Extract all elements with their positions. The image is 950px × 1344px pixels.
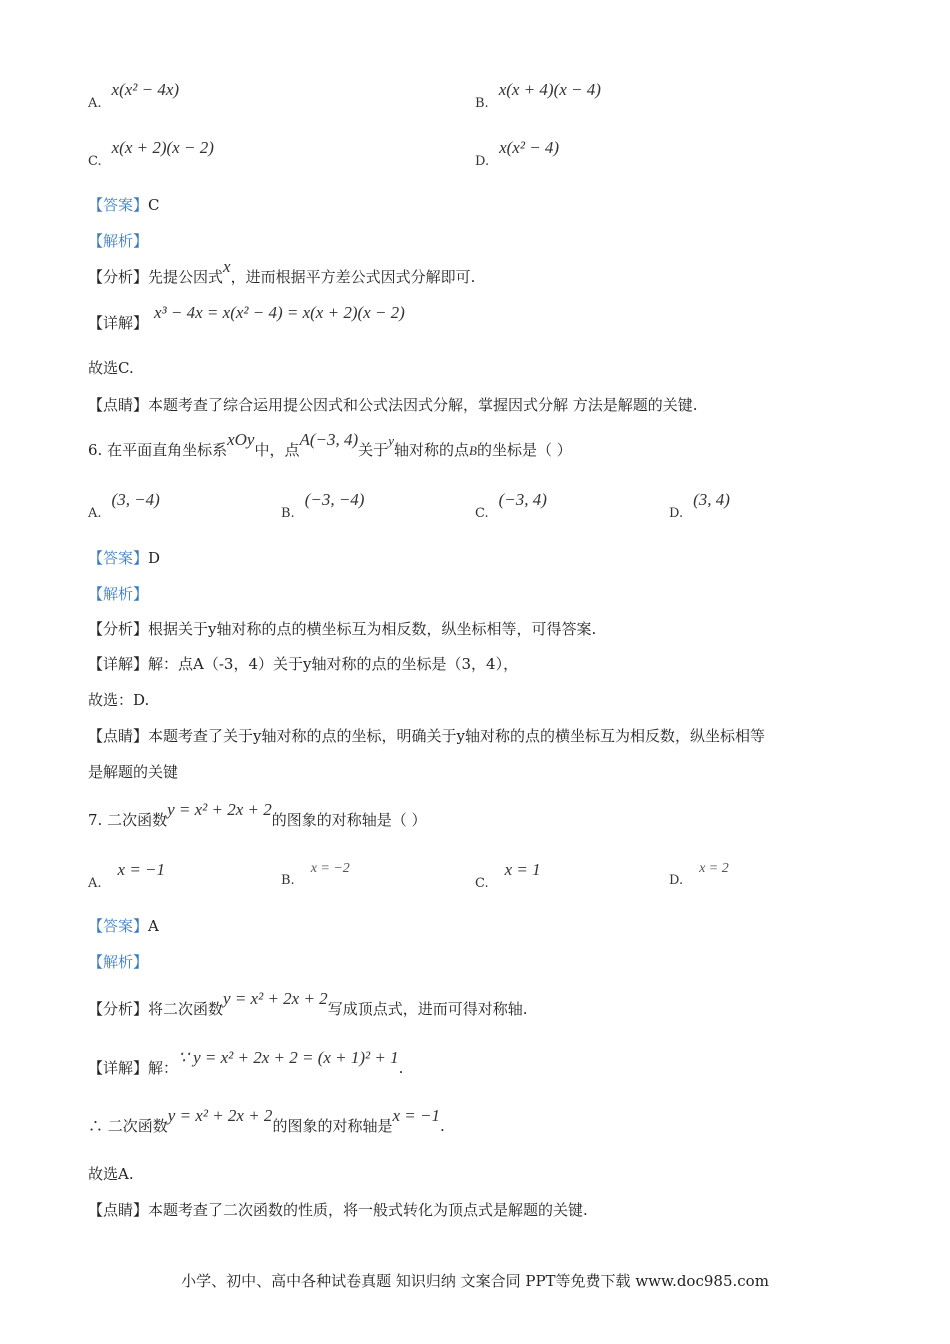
q5-answer: [88, 195, 160, 215]
stem-text: 的坐标是（ ）: [476, 441, 572, 459]
answer-tag: 【答案】: [88, 196, 149, 214]
stem-text: 的图象的对称轴是（ ）: [271, 811, 427, 829]
option-label: B.: [281, 873, 295, 888]
xiangjie-tag: 【详解】: [88, 655, 149, 673]
q6-xiangjie: [88, 654, 518, 674]
option-label: D.: [475, 154, 490, 169]
option-label: D.: [669, 873, 684, 888]
dianjing-text: 本题考查了二次函数的性质，将一般式转化为顶点式是解题的关键.: [148, 1201, 588, 1219]
option-label: C.: [475, 876, 489, 891]
q7-answer: [88, 916, 159, 936]
option-label: D.: [669, 506, 684, 521]
therefore-math-1: y = x² + 2x + 2: [167, 1106, 273, 1125]
q5-option-a: [88, 80, 180, 112]
q5-guxuan: 故选C.: [88, 359, 134, 377]
xiangjie-math: ∵ y = x² + 2x + 2 = (x + 1)² + 1: [178, 1048, 399, 1067]
answer-value: A: [148, 917, 159, 935]
q7-stem: [88, 800, 427, 830]
q5-xiangjie: [88, 303, 405, 333]
option-label: B.: [475, 96, 489, 111]
q5-dianjing: [88, 395, 698, 415]
q6-option-b: [281, 490, 365, 522]
q7-option-a: [88, 860, 166, 892]
stem-text: 中，点: [254, 441, 300, 459]
fenxi-math: x: [223, 257, 231, 276]
q7-xiangjie: [88, 1048, 404, 1078]
fenxi-tag: 【分析】: [88, 268, 149, 286]
analysis-tag: 【解析】: [88, 232, 149, 250]
dianjing-text: 本题考查了综合运用提公因式和公式法因式分解，掌握因式分解 方法是解题的关键.: [148, 396, 698, 414]
page-footer: 小学、初中、高中各种试卷真题 知识归纳 文案合同 PPT等免费下载 www.doc985.com: [181, 1272, 769, 1290]
q6-option-d: [669, 490, 730, 522]
dianjing-tag: 【点睛】: [88, 1201, 149, 1219]
q5-option-d: [475, 138, 560, 170]
stem-text: 轴对称的点: [393, 441, 469, 459]
xiangjie-pre: 解：: [148, 1059, 179, 1077]
fenxi-post: ，进而根据平方差公式因式分解即可.: [230, 268, 476, 286]
fenxi-tag: 【分析】: [88, 1000, 149, 1018]
q7-guxuan: 故选A.: [88, 1165, 134, 1183]
analysis-tag: 【解析】: [88, 953, 149, 971]
option-math: x(x² − 4x): [111, 80, 180, 99]
option-math: x(x + 2)(x − 2): [111, 138, 214, 157]
q6-dianjing-line2: 是解题的关键: [88, 763, 179, 781]
option-math: x = 1: [504, 860, 541, 879]
fenxi-pre: 将二次函数: [148, 1000, 224, 1018]
option-label: C.: [88, 154, 102, 169]
stem-text: 7. 二次函数: [88, 811, 168, 829]
option-label: A.: [88, 506, 102, 521]
q6-option-c: [475, 490, 547, 522]
fenxi-post: 写成顶点式，进而可得对称轴.: [327, 1000, 528, 1018]
q7-option-d: [669, 861, 729, 889]
option-math: (−3, −4): [304, 490, 365, 509]
therefore-mid: 的图象的对称轴是: [272, 1117, 393, 1135]
q6-guxuan: 故选：D.: [88, 691, 150, 709]
option-label: C.: [475, 506, 489, 521]
stem-text: 关于: [358, 441, 389, 459]
q5-analysis-heading: [88, 231, 148, 251]
xiangjie-text: 解：点A（-3，4）关于y轴对称的点的坐标是（3，4），: [148, 655, 519, 673]
fenxi-text: 根据关于y轴对称的点的横坐标互为相反数，纵坐标相等，可得答案.: [148, 620, 597, 638]
q6-analysis-heading: [88, 584, 148, 604]
option-label: B.: [281, 506, 295, 521]
option-math: (−3, 4): [498, 490, 547, 509]
q7-option-c: [475, 860, 541, 892]
answer-value: C: [148, 196, 160, 214]
q5-option-b: [475, 80, 601, 112]
q5-fenxi: [88, 257, 476, 287]
option-math: x = −2: [310, 861, 350, 876]
dianjing-text: 本题考查了关于y轴对称的点的坐标，明确关于y轴对称的点的横坐标互为相反数，纵坐标相等: [148, 727, 765, 745]
dianjing-tag: 【点睛】: [88, 396, 149, 414]
stem-math-point-a: A(−3, 4): [299, 430, 359, 449]
option-math: x = −1: [117, 860, 166, 879]
q6-option-a: [88, 490, 160, 522]
option-math: (3, 4): [693, 490, 730, 509]
fenxi-pre: 先提公因式: [148, 268, 224, 286]
stem-math: y = x² + 2x + 2: [167, 800, 272, 819]
answer-tag: 【答案】: [88, 917, 149, 935]
q6-dianjing: [88, 726, 765, 746]
therefore-pre: ∴ 二次函数: [88, 1117, 168, 1135]
q7-analysis-heading: [88, 952, 148, 972]
stem-text: 6. 在平面直角坐标系: [88, 441, 228, 459]
analysis-tag: 【解析】: [88, 585, 149, 603]
option-math: (3, −4): [111, 490, 160, 509]
stem-math-b: B: [468, 443, 477, 458]
answer-value: D: [148, 549, 161, 567]
xiangjie-post: .: [398, 1059, 404, 1077]
dianjing-tag: 【点睛】: [88, 727, 149, 745]
xiangjie-tag: 【详解】: [88, 1059, 149, 1077]
q7-dianjing: [88, 1200, 588, 1220]
therefore-math-2: x = −1: [392, 1106, 440, 1125]
stem-math-xoy: xOy: [227, 430, 255, 449]
q7-therefore: [88, 1106, 445, 1136]
fenxi-math: y = x² + 2x + 2: [223, 989, 328, 1008]
fenxi-tag: 【分析】: [88, 620, 149, 638]
q6-answer: [88, 548, 160, 568]
xiangjie-tag: 【详解】: [88, 314, 149, 332]
answer-tag: 【答案】: [88, 549, 149, 567]
option-label: A.: [88, 96, 102, 111]
q5-option-c: [88, 138, 214, 170]
q7-fenxi: [88, 989, 528, 1019]
q6-stem: [88, 430, 572, 461]
xiangjie-math: x³ − 4x = x(x² − 4) = x(x + 2)(x − 2): [154, 303, 405, 322]
q6-fenxi: [88, 619, 596, 639]
q7-option-b: [281, 861, 350, 889]
option-math: x(x² − 4): [499, 138, 560, 157]
option-math: x(x + 4)(x − 4): [498, 80, 601, 99]
option-math: x = 2: [699, 861, 729, 876]
option-label: A.: [88, 876, 102, 891]
stem-math-y: y: [388, 433, 394, 448]
therefore-post: .: [439, 1117, 445, 1135]
